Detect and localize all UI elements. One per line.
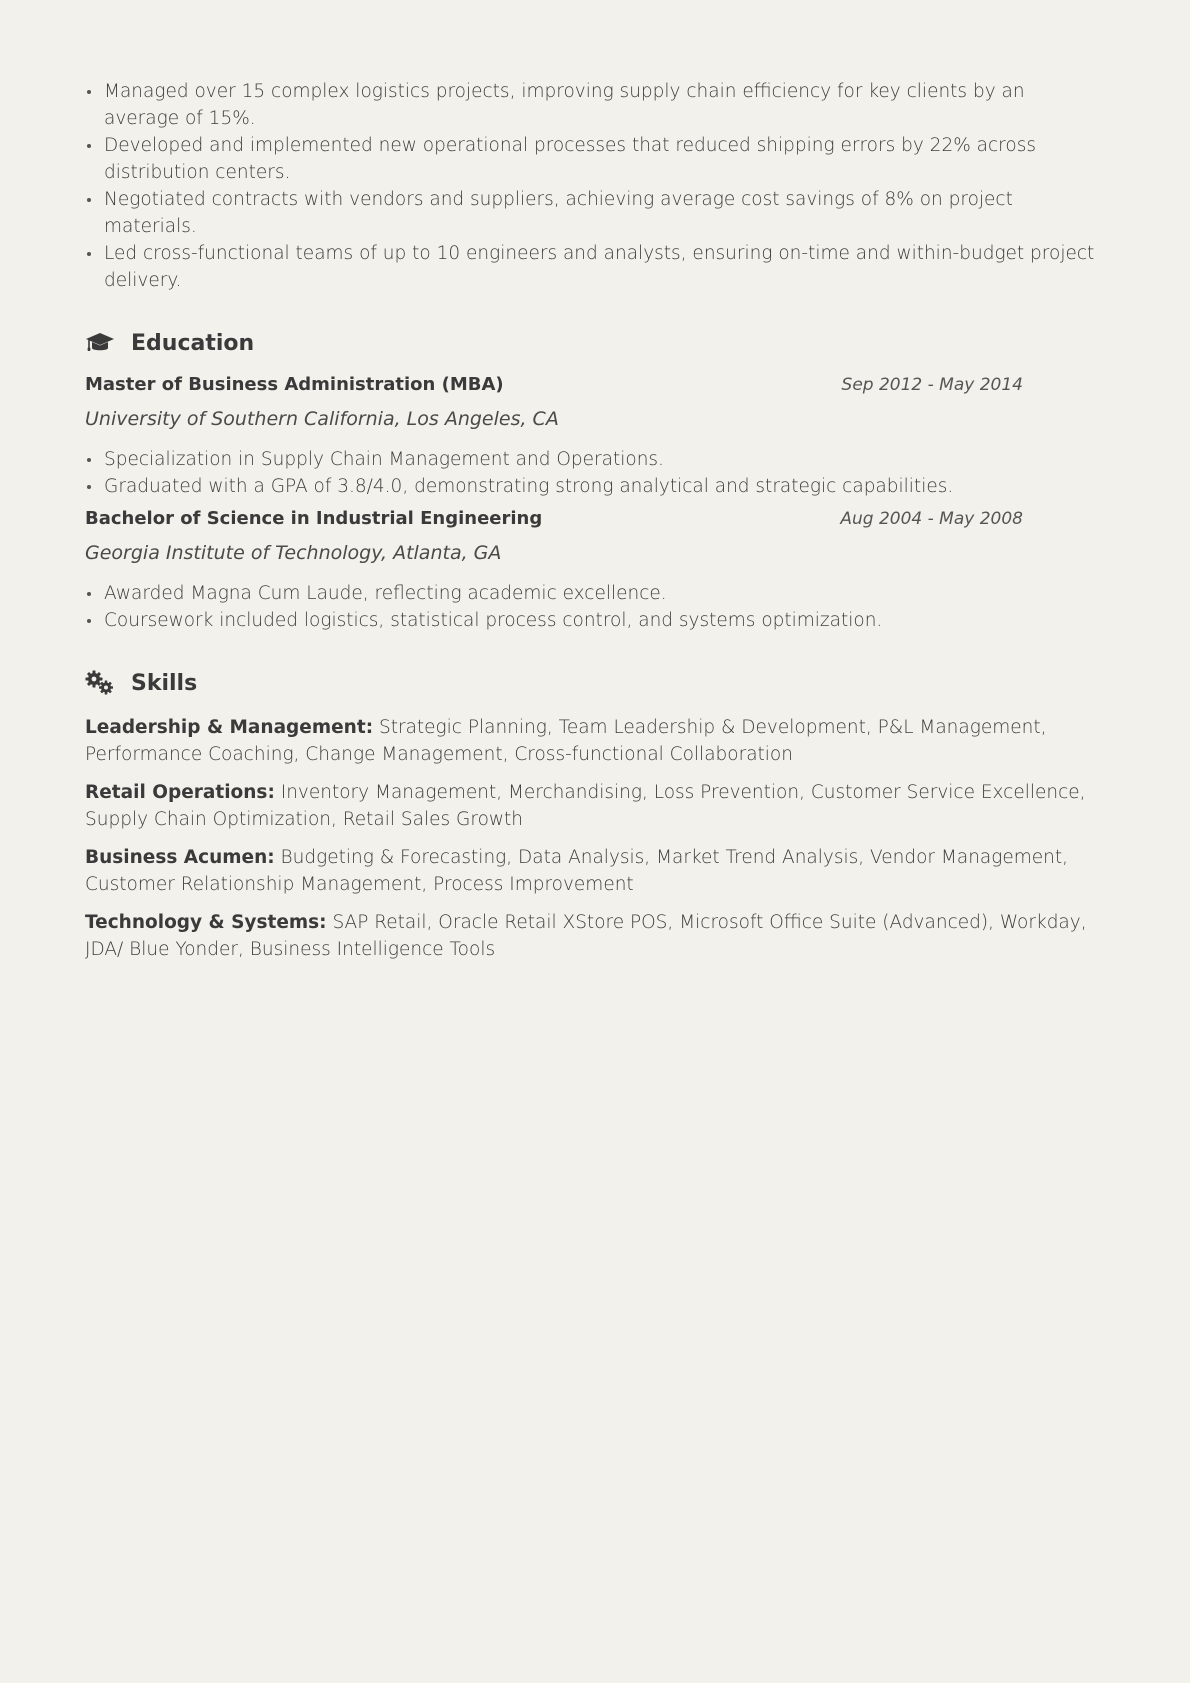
- degree-title: Master of Business Administration (MBA): [85, 374, 504, 395]
- skills-title: Skills: [131, 670, 198, 696]
- education-bullet-list: [85, 446, 1105, 500]
- skill-items: Strategic Planning, Team Leadership & Development, P&L Management, Performance Coaching, Change Management, Cross-functional Collaboration: [85, 717, 1047, 765]
- skills-section-header: [85, 668, 1105, 698]
- graduation-cap-icon: [85, 330, 117, 356]
- skill-group: [85, 714, 1105, 768]
- skill-label: Technology & Systems:: [85, 912, 327, 933]
- education-bullet-list: [85, 580, 1105, 634]
- gears-icon: [85, 670, 117, 696]
- school-name: University of Southern California, Los Angeles, CA: [85, 408, 559, 430]
- skill-label: Leadership & Management:: [85, 717, 374, 738]
- skill-label: Retail Operations:: [85, 782, 275, 803]
- skill-items: Budgeting & Forecasting, Data Analysis, Market Trend Analysis, Vendor Management, Customer Relationship Management, Process Improvement: [85, 847, 1069, 895]
- skill-items: SAP Retail, Oracle Retail XStore POS, Microsoft Office Suite (Advanced), Workday, JDA/ Blue Yonder, Business Intelligence Tools: [85, 912, 1087, 960]
- school-name: Georgia Institute of Technology, Atlanta, GA: [85, 542, 502, 564]
- education-bullet: Specialization in Supply Chain Management and Operations.: [104, 446, 1105, 473]
- education-entry: [85, 508, 1105, 634]
- skill-group: [85, 779, 1105, 833]
- experience-bullet: Led cross-functional teams of up to 10 engineers and analysts, ensuring on-time and within-budget project delivery.: [104, 240, 1105, 294]
- education-section-header: [85, 328, 1105, 358]
- education-bullet: Coursework included logistics, statistical process control, and systems optimization.: [104, 607, 1105, 634]
- skill-group: [85, 909, 1105, 963]
- experience-bullet: Negotiated contracts with vendors and suppliers, achieving average cost savings of 8% on project materials.: [104, 186, 1105, 240]
- education-entry: [85, 374, 1105, 500]
- education-bullet: Graduated with a GPA of 3.8/4.0, demonstrating strong analytical and strategic capabilities.: [104, 473, 1105, 500]
- skill-items: Inventory Management, Merchandising, Loss Prevention, Customer Service Excellence, Supply Chain Optimization, Retail Sales Growth: [85, 782, 1086, 830]
- experience-bullet-list: [85, 78, 1105, 294]
- education-title: Education: [131, 330, 255, 356]
- experience-bullet: Managed over 15 complex logistics projects, improving supply chain efficiency for key clients by an average of 15%.: [104, 78, 1105, 132]
- education-bullet: Awarded Magna Cum Laude, reflecting academic excellence.: [104, 580, 1105, 607]
- skill-group: [85, 844, 1105, 898]
- degree-title: Bachelor of Science in Industrial Engineering: [85, 508, 543, 529]
- education-dates: Aug 2004 - May 2008: [840, 509, 1023, 529]
- resume-page: [85, 78, 1105, 974]
- skill-label: Business Acumen:: [85, 847, 275, 868]
- experience-bullet: Developed and implemented new operational processes that reduced shipping errors by 22% across distribution centers.: [104, 132, 1105, 186]
- education-dates: Sep 2012 - May 2014: [841, 375, 1023, 395]
